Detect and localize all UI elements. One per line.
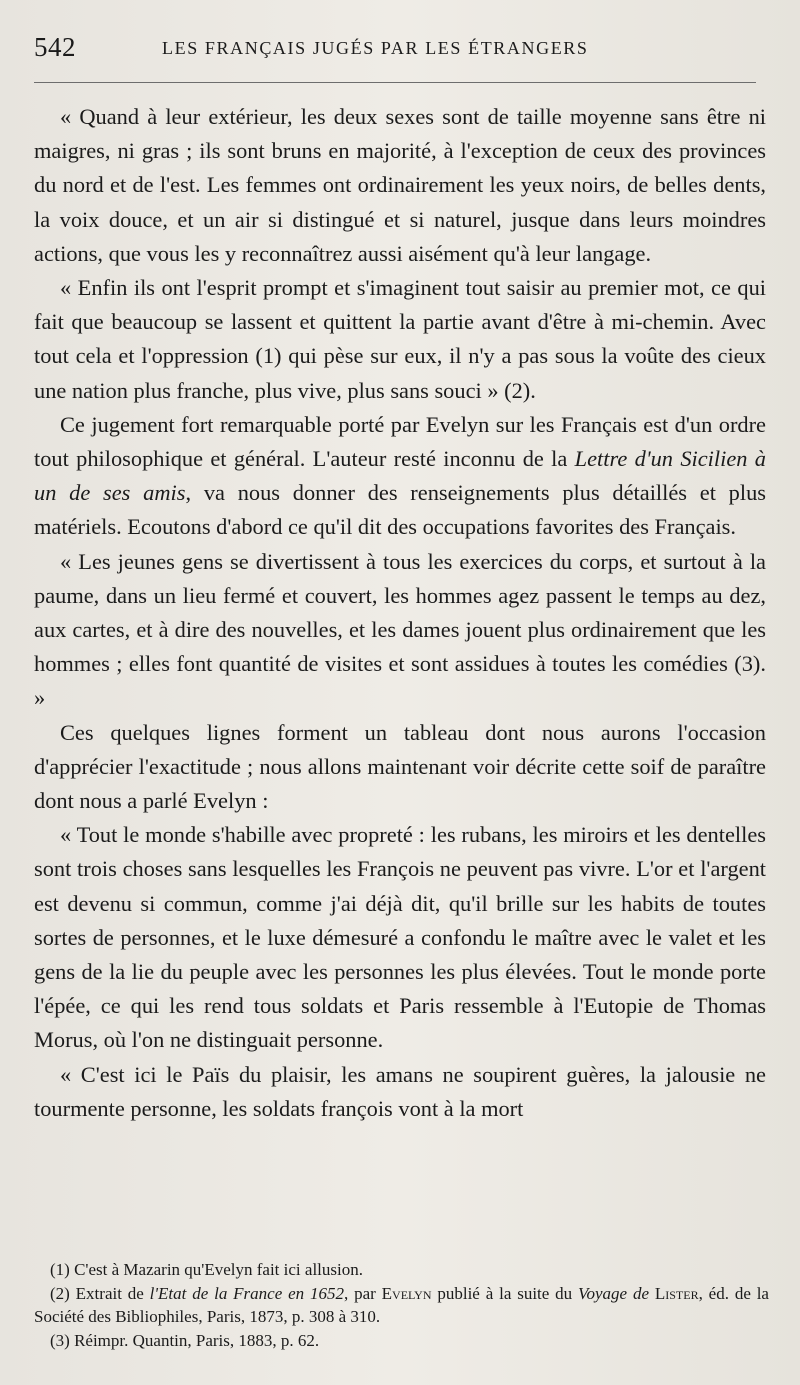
paragraph-3-after: , va nous donner des renseignements plus détaillés et plus matériels. Ecoutons d'abord ce qu'il dit des occupations favorites des Français. — [34, 480, 767, 540]
footnote-2-text: , éd. de la Société des Bibliophiles, Paris, 1873, p. 308 à 310. — [34, 1283, 769, 1326]
footnote-2-text: , par — [344, 1283, 382, 1303]
header-rule — [34, 82, 756, 83]
footnote-2-title: l'Etat de la France en 1652 — [149, 1283, 345, 1303]
footnote-2-text: (2) Extrait de — [50, 1283, 150, 1303]
paragraph-2: « Enfin ils ont l'esprit prompt et s'imaginent tout saisir au premier mot, ce qui fait que beaucoup se lassent et quittent la partie avant d'être à mi-chemin. Avec tout cela et l'oppression (1) qui pèse sur eux, il n'y a pas sous la voûte des cieux une nation plus franche, plus vive, plus sans souci » (2). — [34, 275, 766, 403]
footnote-3: (3) Réimpr. Quantin, Paris, 1883, p. 62. — [50, 1330, 320, 1350]
footnotes — [34, 1258, 769, 1352]
footnote-2-author: Lister — [654, 1283, 699, 1303]
running-title: LES FRANÇAIS JUGÉS PAR LES ÉTRANGERS — [162, 38, 589, 58]
paragraph-3 — [34, 408, 766, 545]
footnote-2-work: Voyage de — [578, 1283, 649, 1303]
paragraph-4: « Les jeunes gens se divertissent à tous les exercices du corps, et surtout à la paume, dans un lieu fermé et couvert, les hommes agez passent le temps au dez, aux cartes, et à dire des nouvelles, et les dames jouent plus ordinairement que les hommes ; elles font quantité de visites et sont assidues à toutes les comédies (3). » — [34, 548, 766, 711]
paragraph-3-title: Lettre d'un Sicilien à un de ses amis — [34, 446, 766, 506]
paragraph-1: « Quand à leur extérieur, les deux sexes sont de taille moyenne sans être ni maigres, ni gras ; ils sont bruns en majorité, à l'exception de ceux des provinces du nord et de l'est. Les femmes ont ordinairement les yeux noirs, de belles dents, la voix douce, et un air si distingué et si naturel, jusque dans leurs moindres actions, que vous les y reconnaîtrez aussi aisément qu'à leur langage. — [34, 104, 766, 266]
page-number: 542 — [34, 32, 76, 62]
footnote-2 — [34, 1282, 769, 1329]
footnote-1: (1) C'est à Mazarin qu'Evelyn fait ici allusion. — [50, 1260, 363, 1279]
body-text — [34, 100, 766, 1126]
paragraph-5: Ces quelques lignes forment un tableau dont nous aurons l'occasion d'apprécier l'exactitude ; nous allons maintenant voir décrite cette soif de paraître dont nous a parlé Evelyn : — [34, 719, 766, 814]
paragraph-7: « C'est ici le Païs du plaisir, les amans ne soupirent guères, la jalousie ne tourmente personne, les soldats françois vont à la mort — [34, 1061, 766, 1121]
footnote-2-author: Evelyn — [381, 1283, 432, 1303]
paragraph-3-before: Ce jugement fort remarquable porté par Evelyn sur les Français est d'un ordre tout philosophique et général. L'auteur resté inconnu de la — [34, 411, 766, 472]
footnote-2-text: publié à la suite du — [431, 1283, 579, 1303]
paragraph-6: « Tout le monde s'habille avec propreté : les rubans, les miroirs et les dentelles sont trois choses sans lesquelles les François ne peuvent pas vivre. L'or et l'argent est devenu si commun, comme j'ai déjà dit, qu'il brille sur les habits de toutes sortes de personnes, et le luxe démesuré a confondu le maître avec le valet et les gens de la lie du peuple avec les personnes les plus élevées. Tout le monde porte l'épée, ce qui les rend tous soldats et Paris ressemble à l'Eutopie de Thomas Morus, où l'on ne distinguait personne. — [34, 822, 766, 1053]
page-header — [34, 30, 764, 70]
